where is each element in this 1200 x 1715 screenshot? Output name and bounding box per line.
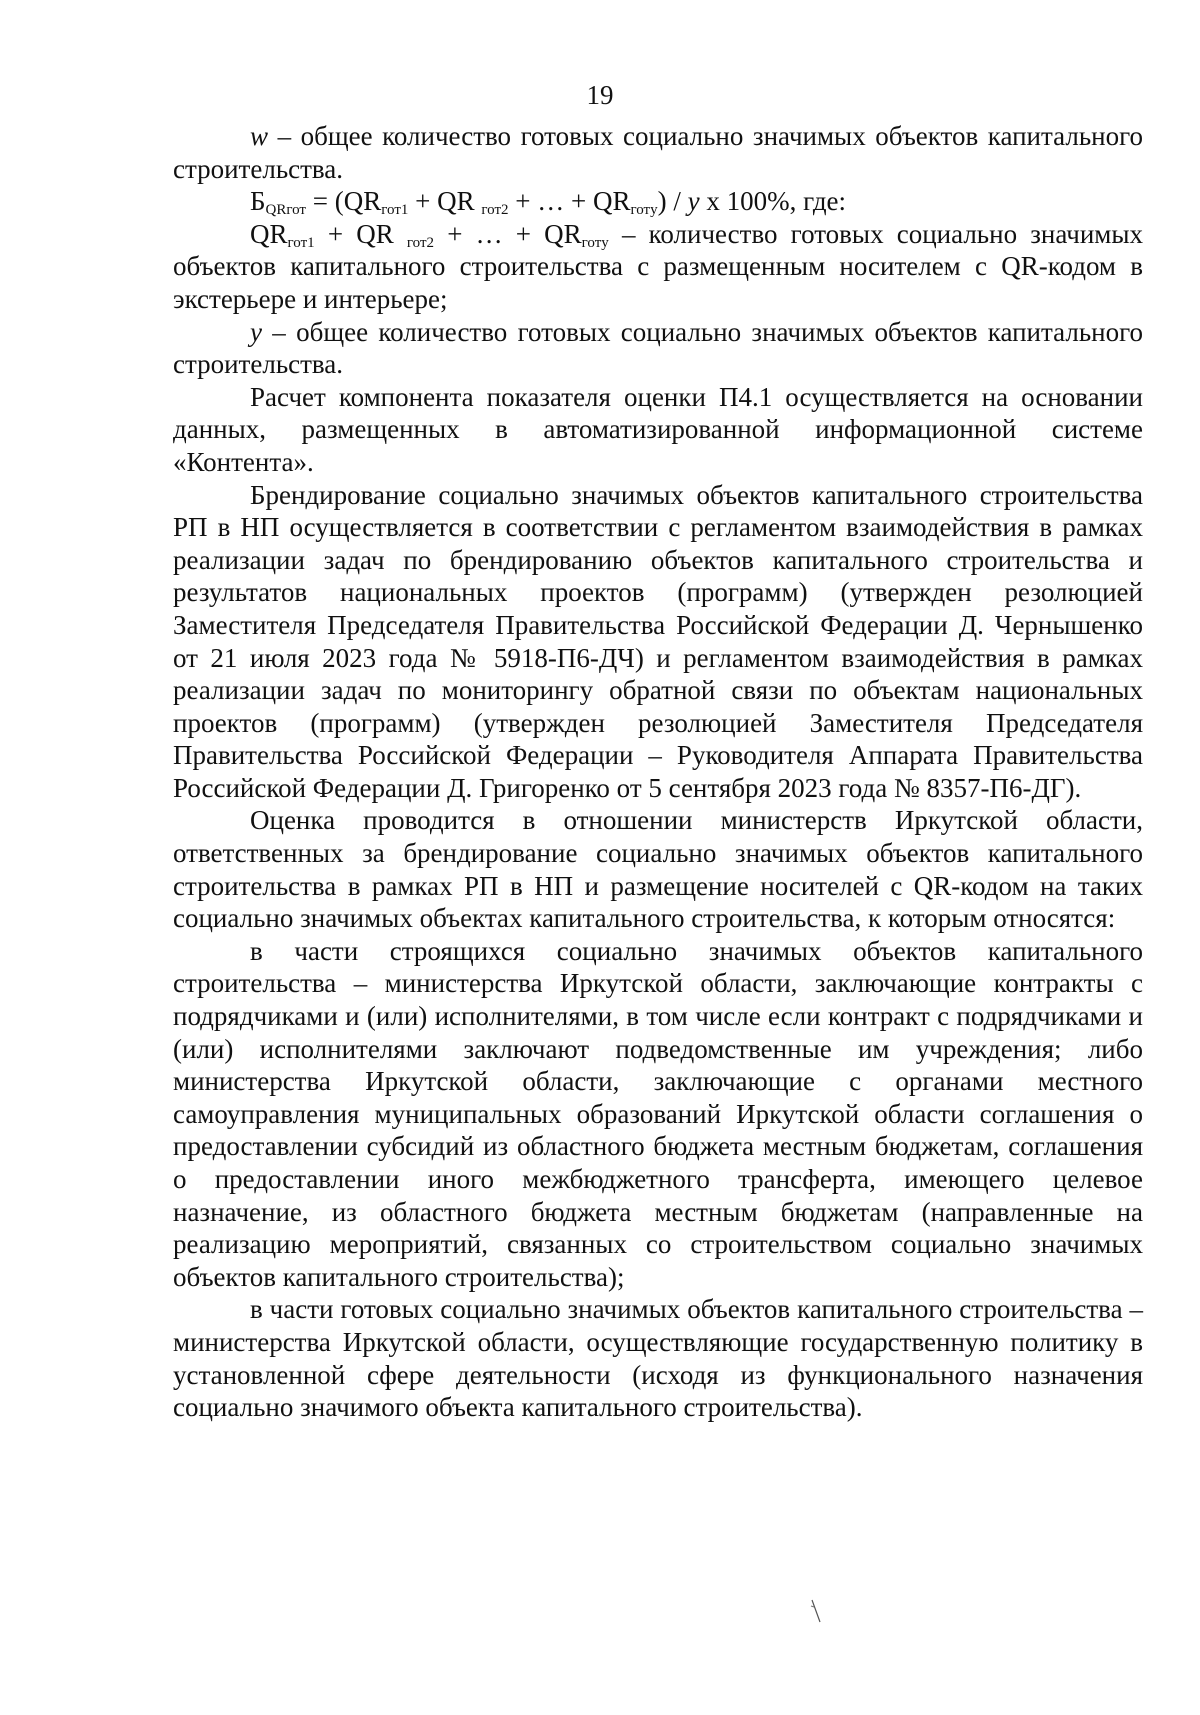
formula-lhs-sub: QRгот <box>265 202 306 219</box>
formula-tail: х 100%, где: <box>699 186 847 217</box>
paragraph-calculation-basis: Расчет компонента показателя оценки П4.1 осуществляется на основании данных, размещенных в автоматизированной информационной системе «Контента». <box>173 381 1143 477</box>
qr-sub-3: готy <box>581 234 609 251</box>
paragraph-assessment-scope: Оценка проводится в отношении министерств Иркутской области, ответственных за брендирование социально значимых объектов капитального строительства в рамках РП в НП и размещение носителей с QR-кодом на таких социально значимых объектах капитального строительства, к которым относятся: <box>173 805 1143 934</box>
y-definition-text: – общее количество готовых социально значимых объектов капитального строительства. <box>173 316 1143 380</box>
formula-sub-2: гот2 <box>481 202 509 219</box>
variable-w: w <box>250 121 269 151</box>
document-body <box>173 120 1143 1424</box>
formula-plus-1: + QR <box>408 186 482 217</box>
qr-definition-text: – количество готовых социально значимых объектов капитального строительства с размещенным носителем с QR-кодом в экстерьере и интерьере; <box>173 218 1144 314</box>
formula-lhs: Б <box>250 186 266 217</box>
page-number: 19 <box>586 80 614 110</box>
qr-term-2: + QR <box>314 218 407 249</box>
paragraph-under-construction: в части строящихся социально значимых объектов капитального строительства – министерства Иркутской области, заключающие контракты с подрядчиками и (или) исполнителями, в том числе если контракт с подрядчиками и (или) исполнителями заключают подведомственные им учреждения; либо министерства Иркутской области, заключающие с органами местного самоуправления муниципальных образований Иркутской области соглашения о предоставлении субсидий из областного бюджета местным бюджетам, соглашения о предоставлении иного межбюджетного трансферта, имеющего целевое назначение, из областного бюджета местным бюджетам (направленные на реализацию мероприятий, связанных со строительством социально значимых объектов капитального строительства); <box>173 935 1143 1292</box>
formula-sub-3: готy <box>630 202 658 219</box>
w-definition <box>173 120 1143 185</box>
qr-term-3: + … + QR <box>434 218 582 249</box>
qr-sub-1: гот1 <box>287 234 315 251</box>
y-definition <box>173 316 1143 381</box>
formula-var-y: y <box>687 186 700 217</box>
paragraph-completed-objects: в части готовых социально значимых объектов капитального строительства – министерства Иркутской области, осуществляющие государственную политику в установленной сфере деятельности (исходя из функционального назначения социально значимого объекта капитального строительства). <box>173 1294 1143 1423</box>
w-definition-text: – общее количество готовых социально значимых объектов капитального строительства. <box>173 121 1143 184</box>
variable-y: y <box>250 316 262 347</box>
formula-line <box>173 185 1143 218</box>
scan-artifact-mark <box>810 1598 822 1624</box>
qr-definition <box>173 218 1143 316</box>
formula-middle: + … + QR <box>508 186 631 217</box>
qr-sub-2: гот2 <box>406 234 435 251</box>
formula-eq-open: = (QR <box>306 186 382 217</box>
qr-term-1: QR <box>250 218 288 249</box>
paragraph-branding: Брендирование социально значимых объектов капитального строительства РП в НП осуществляется в соответствии с регламентом взаимодействия в рамках реализации задач по брендированию объектов капитального строительства и результатов национальных проектов (программ) (утвержден резолюцией Заместителя Председателя Правительства Российской Федерации Д. Чернышенко от 21 июля 2023 года № 5918-П6-ДЧ) и регламентом взаимодействия в рамках реализации задач по мониторингу обратной связи по объектам национальных проектов (программ) (утвержден резолюцией Заместителя Председателя Правительства Российской Федерации – Руководителя Аппарата Правительства Российской Федерации Д. Григоренко от 5 сентября 2023 года № 8357-П6-ДГ). <box>173 479 1143 803</box>
formula-sub-1: гот1 <box>381 202 409 219</box>
formula-close: ) / <box>657 186 688 217</box>
